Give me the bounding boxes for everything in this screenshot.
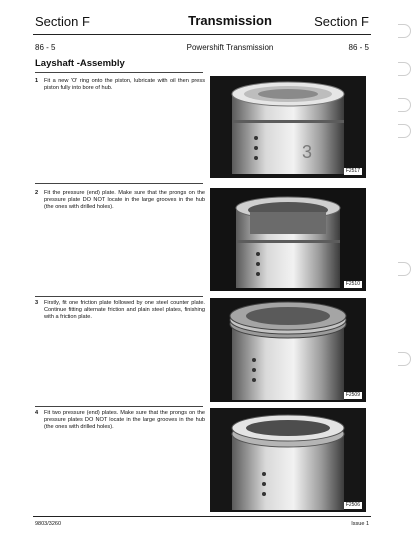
step-number: 1: [35, 78, 39, 84]
figure-photo: [210, 408, 366, 512]
header-section-left: Section F: [35, 14, 90, 29]
figure-label: F2517: [345, 168, 360, 174]
publication-number: 9803/3260: [35, 521, 61, 527]
figure-photo: [210, 76, 366, 178]
page-number-left: 86 - 5: [35, 43, 56, 52]
step-text: Firstly, fit one friction plate followed by one steel counter plate. Continue fitting alternate friction and plain steel plates, finishing with a friction plate.: [44, 300, 205, 320]
step-2: [35, 190, 205, 211]
figure-label: F2510: [345, 281, 360, 287]
binder-hole: [398, 124, 411, 138]
step-text: Fit two pressure (end) plates. Make sure that the prongs on the pressure plates DO NOT locate in the large grooves in the hub (the ones with drilled holes).: [44, 410, 205, 430]
step-3: [35, 300, 205, 321]
step-number: 4: [35, 410, 39, 416]
binder-hole: [398, 24, 411, 38]
figure-photo: [210, 188, 366, 291]
step-number: 3: [35, 300, 39, 306]
header-chapter-title: Transmission: [188, 13, 272, 28]
step-rule: [35, 406, 203, 407]
title-rule: [35, 72, 203, 73]
binder-hole: [398, 62, 411, 76]
step-4: [35, 410, 205, 431]
step-number: 2: [35, 190, 39, 196]
page-number-right: 86 - 5: [348, 43, 369, 52]
step-rule: [35, 183, 203, 184]
figure-photo: [210, 298, 366, 402]
figure-label: F2509: [345, 392, 360, 398]
step-text: Fit a new 'O' ring onto the piston, lubricate with oil then press piston fully into bore of hub.: [44, 78, 205, 91]
header-rule: [33, 34, 371, 35]
section-title: Layshaft -Assembly: [35, 58, 125, 69]
binder-hole: [398, 352, 411, 366]
step-rule: [35, 296, 203, 297]
footer-rule: [33, 516, 371, 517]
binder-hole: [398, 98, 411, 112]
step-text: Fit the pressure (end) plate. Make sure that the prongs on the pressure plate DO NOT locate in the large grooves in the hub (the ones with drilled holes).: [44, 190, 205, 210]
issue-number: Issue 1: [351, 521, 369, 527]
svg-text:3: 3: [302, 142, 313, 162]
header-section-right: Section F: [314, 14, 369, 29]
figure-label: F2506: [345, 502, 360, 508]
subtitle: Powershift Transmission: [186, 43, 274, 52]
binder-hole: [398, 262, 411, 276]
step-1: [35, 78, 205, 92]
